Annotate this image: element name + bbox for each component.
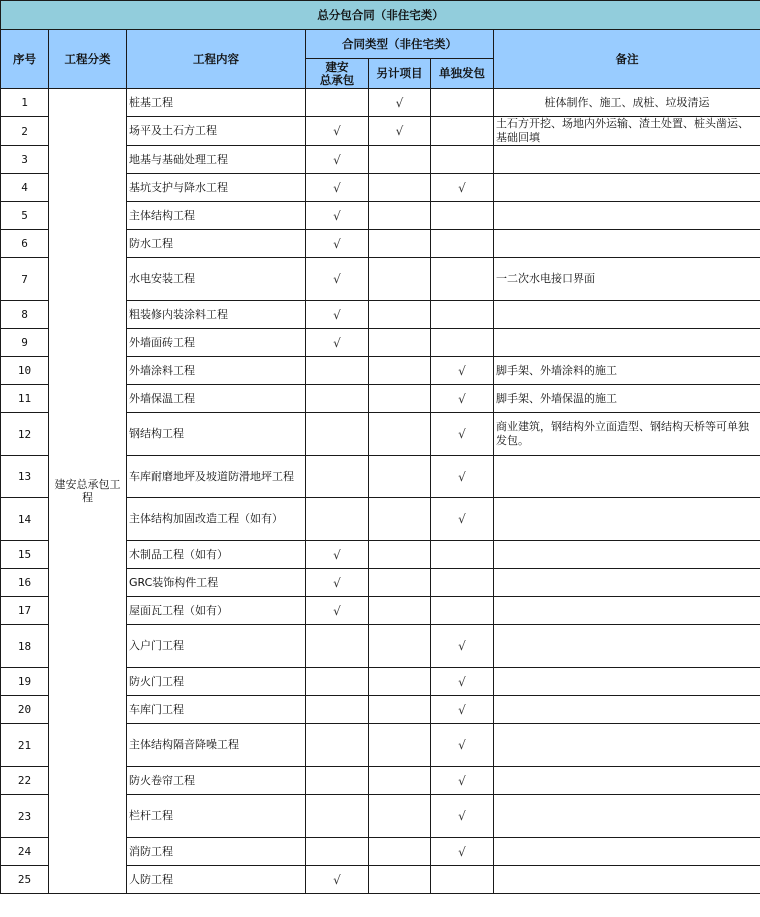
remark <box>494 329 760 357</box>
remark <box>494 767 760 795</box>
check-separate-item <box>369 174 431 202</box>
check-independent: √ <box>431 767 494 795</box>
table-title: 总分包合同（非住宅类） <box>1 1 760 30</box>
row-number: 25 <box>1 866 49 894</box>
row-number: 22 <box>1 767 49 795</box>
remark <box>494 202 760 230</box>
row-number: 9 <box>1 329 49 357</box>
check-general-contract <box>306 413 369 456</box>
check-independent <box>431 569 494 597</box>
work-content: 屋面瓦工程（如有） <box>127 597 306 625</box>
header-seq: 序号 <box>1 30 49 89</box>
header-content: 工程内容 <box>127 30 306 89</box>
check-independent: √ <box>431 625 494 668</box>
check-general-contract: √ <box>306 202 369 230</box>
work-content: 水电安装工程 <box>127 258 306 301</box>
row-number: 5 <box>1 202 49 230</box>
check-independent <box>431 89 494 117</box>
row-number: 16 <box>1 569 49 597</box>
check-separate-item <box>369 668 431 696</box>
work-content: 防火门工程 <box>127 668 306 696</box>
remark <box>494 301 760 329</box>
remark <box>494 456 760 498</box>
check-general-contract <box>306 498 369 541</box>
work-content: 车库门工程 <box>127 696 306 724</box>
remark <box>494 498 760 541</box>
check-independent <box>431 258 494 301</box>
remark <box>494 795 760 838</box>
check-general-contract <box>306 625 369 668</box>
row-number: 12 <box>1 413 49 456</box>
check-independent <box>431 146 494 174</box>
row-number: 4 <box>1 174 49 202</box>
work-content: 主体结构隔音降噪工程 <box>127 724 306 767</box>
remark: 脚手架、外墙保温的施工 <box>494 385 760 413</box>
check-separate-item <box>369 724 431 767</box>
check-independent <box>431 202 494 230</box>
check-independent <box>431 541 494 569</box>
row-number: 1 <box>1 89 49 117</box>
row-number: 20 <box>1 696 49 724</box>
work-content: 外墙面砖工程 <box>127 329 306 357</box>
row-number: 19 <box>1 668 49 696</box>
remark <box>494 696 760 724</box>
check-general-contract: √ <box>306 541 369 569</box>
check-separate-item <box>369 456 431 498</box>
work-content: 车库耐磨地坪及坡道防滑地坪工程 <box>127 456 306 498</box>
check-independent <box>431 117 494 146</box>
check-separate-item <box>369 258 431 301</box>
header-independent: 单独发包 <box>431 59 494 89</box>
header-general-contract <box>306 59 369 89</box>
row-number: 18 <box>1 625 49 668</box>
work-content: 桩基工程 <box>127 89 306 117</box>
row-number: 6 <box>1 230 49 258</box>
header-category: 工程分类 <box>49 30 127 89</box>
work-content: 主体结构工程 <box>127 202 306 230</box>
check-separate-item <box>369 569 431 597</box>
work-content: 外墙涂料工程 <box>127 357 306 385</box>
check-independent: √ <box>431 413 494 456</box>
remark: 桩体制作、施工、成桩、垃圾清运 <box>494 89 760 117</box>
row-number: 8 <box>1 301 49 329</box>
work-content: 主体结构加固改造工程（如有） <box>127 498 306 541</box>
work-content: 入户门工程 <box>127 625 306 668</box>
row-number: 11 <box>1 385 49 413</box>
work-content: 粗装修内装涂料工程 <box>127 301 306 329</box>
row-number: 24 <box>1 838 49 866</box>
row-number: 14 <box>1 498 49 541</box>
check-general-contract: √ <box>306 569 369 597</box>
check-independent: √ <box>431 357 494 385</box>
check-separate-item <box>369 597 431 625</box>
check-independent <box>431 301 494 329</box>
remark: 脚手架、外墙涂料的施工 <box>494 357 760 385</box>
check-general-contract: √ <box>306 597 369 625</box>
check-general-contract: √ <box>306 146 369 174</box>
check-general-contract <box>306 724 369 767</box>
remark: 土石方开挖、场地内外运输、渣土处置、桩头凿运、基础回填 <box>494 117 760 146</box>
row-number: 15 <box>1 541 49 569</box>
table-body <box>1 89 760 894</box>
table-row <box>1 89 760 117</box>
check-independent: √ <box>431 838 494 866</box>
check-separate-item: √ <box>369 117 431 146</box>
row-number: 10 <box>1 357 49 385</box>
row-number: 21 <box>1 724 49 767</box>
check-separate-item <box>369 385 431 413</box>
check-separate-item <box>369 541 431 569</box>
work-content: 人防工程 <box>127 866 306 894</box>
check-general-contract <box>306 357 369 385</box>
remark <box>494 174 760 202</box>
check-independent: √ <box>431 668 494 696</box>
check-independent: √ <box>431 795 494 838</box>
check-separate-item <box>369 202 431 230</box>
header-contract-type: 合同类型（非住宅类） <box>306 30 494 59</box>
check-independent: √ <box>431 498 494 541</box>
remark <box>494 569 760 597</box>
row-number: 7 <box>1 258 49 301</box>
remark <box>494 724 760 767</box>
check-independent: √ <box>431 174 494 202</box>
remark <box>494 668 760 696</box>
check-independent: √ <box>431 456 494 498</box>
category-cell: 建安总承包工程 <box>49 89 127 894</box>
check-general-contract <box>306 668 369 696</box>
check-separate-item <box>369 230 431 258</box>
work-content: 基坑支护与降水工程 <box>127 174 306 202</box>
row-number: 3 <box>1 146 49 174</box>
remark <box>494 838 760 866</box>
check-independent: √ <box>431 385 494 413</box>
work-content: 栏杆工程 <box>127 795 306 838</box>
check-independent <box>431 230 494 258</box>
work-content: 地基与基础处理工程 <box>127 146 306 174</box>
work-content: 消防工程 <box>127 838 306 866</box>
remark <box>494 230 760 258</box>
header-separate-item: 另计项目 <box>369 59 431 89</box>
check-separate-item <box>369 866 431 894</box>
remark <box>494 866 760 894</box>
check-separate-item <box>369 795 431 838</box>
check-separate-item <box>369 767 431 795</box>
check-independent <box>431 866 494 894</box>
row-number: 2 <box>1 117 49 146</box>
check-general-contract: √ <box>306 329 369 357</box>
work-content: 防火卷帘工程 <box>127 767 306 795</box>
check-general-contract <box>306 838 369 866</box>
check-independent <box>431 329 494 357</box>
check-general-contract: √ <box>306 117 369 146</box>
row-number: 17 <box>1 597 49 625</box>
remark <box>494 146 760 174</box>
check-separate-item <box>369 625 431 668</box>
header-general-line1: 建安 <box>325 59 349 74</box>
check-separate-item <box>369 146 431 174</box>
check-separate-item <box>369 357 431 385</box>
check-general-contract: √ <box>306 866 369 894</box>
remark <box>494 597 760 625</box>
check-general-contract <box>306 456 369 498</box>
check-separate-item <box>369 329 431 357</box>
check-general-contract: √ <box>306 230 369 258</box>
check-independent <box>431 597 494 625</box>
check-separate-item <box>369 696 431 724</box>
row-number: 13 <box>1 456 49 498</box>
check-general-contract <box>306 696 369 724</box>
work-content: 防水工程 <box>127 230 306 258</box>
remark <box>494 541 760 569</box>
work-content: 场平及土石方工程 <box>127 117 306 146</box>
header-general-line2: 总承包 <box>319 72 355 87</box>
check-general-contract <box>306 767 369 795</box>
check-independent: √ <box>431 696 494 724</box>
row-number: 23 <box>1 795 49 838</box>
work-content: GRC装饰构件工程 <box>127 569 306 597</box>
check-separate-item <box>369 413 431 456</box>
check-separate-item <box>369 838 431 866</box>
work-content: 外墙保温工程 <box>127 385 306 413</box>
remark <box>494 625 760 668</box>
check-separate-item: √ <box>369 89 431 117</box>
check-general-contract: √ <box>306 258 369 301</box>
remark: 一二次水电接口界面 <box>494 258 760 301</box>
check-general-contract <box>306 89 369 117</box>
check-general-contract: √ <box>306 174 369 202</box>
check-general-contract <box>306 385 369 413</box>
check-separate-item <box>369 498 431 541</box>
check-independent: √ <box>431 724 494 767</box>
check-separate-item <box>369 301 431 329</box>
check-general-contract: √ <box>306 301 369 329</box>
work-content: 木制品工程（如有） <box>127 541 306 569</box>
remark: 商业建筑，钢结构外立面造型、钢结构天桥等可单独发包。 <box>494 413 760 456</box>
work-content: 钢结构工程 <box>127 413 306 456</box>
check-general-contract <box>306 795 369 838</box>
header-remarks: 备注 <box>494 30 760 89</box>
